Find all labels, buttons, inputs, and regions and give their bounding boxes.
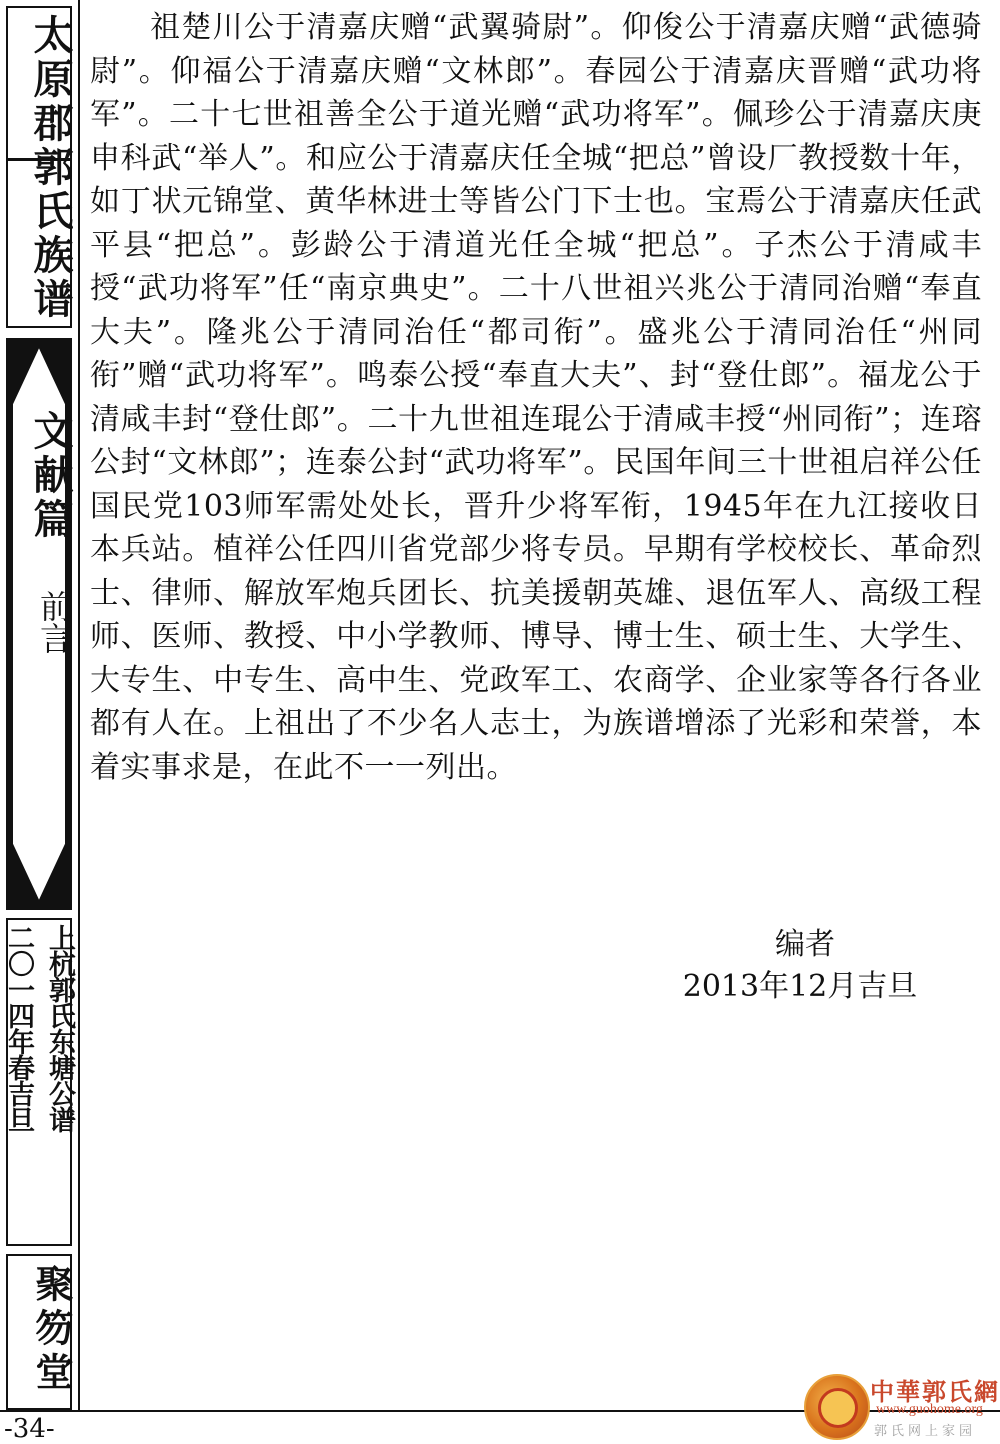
article-body: [90, 6, 982, 789]
edition-date: 二〇一四年春吉旦: [3, 924, 34, 1132]
page-number: -34-: [4, 1414, 55, 1444]
signature-editor: 编者: [775, 927, 835, 962]
edition-name: 上杭郭氏东塘公谱: [44, 924, 75, 1132]
edition-box: [3, 918, 75, 1246]
left-sidebar: [0, 0, 78, 1412]
hall-name: 聚笏堂: [29, 1264, 74, 1396]
clan-title-divider: [8, 158, 70, 161]
logo-tagline: 郭氏网上家园: [874, 1424, 977, 1439]
signature-block: [660, 924, 940, 1008]
logo-url: www.guohome.org: [876, 1402, 983, 1417]
site-logo: [800, 1366, 1000, 1444]
clan-title: 太原郡郭氏族谱: [27, 14, 74, 322]
hall-name-box: [6, 1254, 72, 1410]
section-box: [6, 338, 72, 910]
article-paragraph: 祖楚川公于清嘉庆赠“武翼骑尉”。仰俊公于清嘉庆赠“武德骑尉”。仰福公于清嘉庆赠“文林郎”。春园公于清嘉庆晋赠“武功将军”。二十七世祖善全公于道光赠“武功将军”。佩珍公于清嘉庆庚申科武“举人”。和应公于清嘉庆任全城“把总”曾设厂教授数十年，如丁状元锦堂、黄华林进士等皆公门下士也。宝焉公于清嘉庆任武平县“把总”。彭龄公于清道光任全城“把总”。子杰公于清咸丰授“武功将军”任“南京典史”。二十八世祖兴兆公于清同治赠“奉直大夫”。隆兆公于清同治任“都司衔”。盛兆公于清同治任“州同衔”赠“武功将军”。鸣泰公授“奉直大夫”、封“登仕郎”。福龙公于清咸丰封“登仕郎”。二十九世祖连琨公于清咸丰授“州同衔”；连瑢公封“文林郎”；连泰公封“武功将军”。民国年间三十世祖启祥公任国民党103师军需处处长，晋升少将军衔，1945年在九江接收日本兵站。植祥公任四川省党部少将专员。早期有学校校长、革命烈士、律师、解放军炮兵团长、抗美援朝英雄、退伍军人、高级工程师、医师、教授、中小学教师、博导、博士生、硕士生、大学生、大专生、中专生、高中生、党政军工、农商学、企业家等各行各业都有人在。上祖出了不少名人志士，为族谱增添了光彩和荣誉，本着实事求是，在此不一一列出。: [90, 10, 982, 785]
sub-title: 前言: [35, 590, 73, 654]
section-title: 文献篇: [27, 410, 74, 542]
logo-name: 中華郭氏網: [870, 1377, 1000, 1406]
signature-date: 2013年12月吉旦: [682, 969, 918, 1004]
sidebar-divider: [78, 0, 80, 1410]
clan-title-box: [6, 6, 72, 328]
seal-icon: [804, 1374, 870, 1440]
